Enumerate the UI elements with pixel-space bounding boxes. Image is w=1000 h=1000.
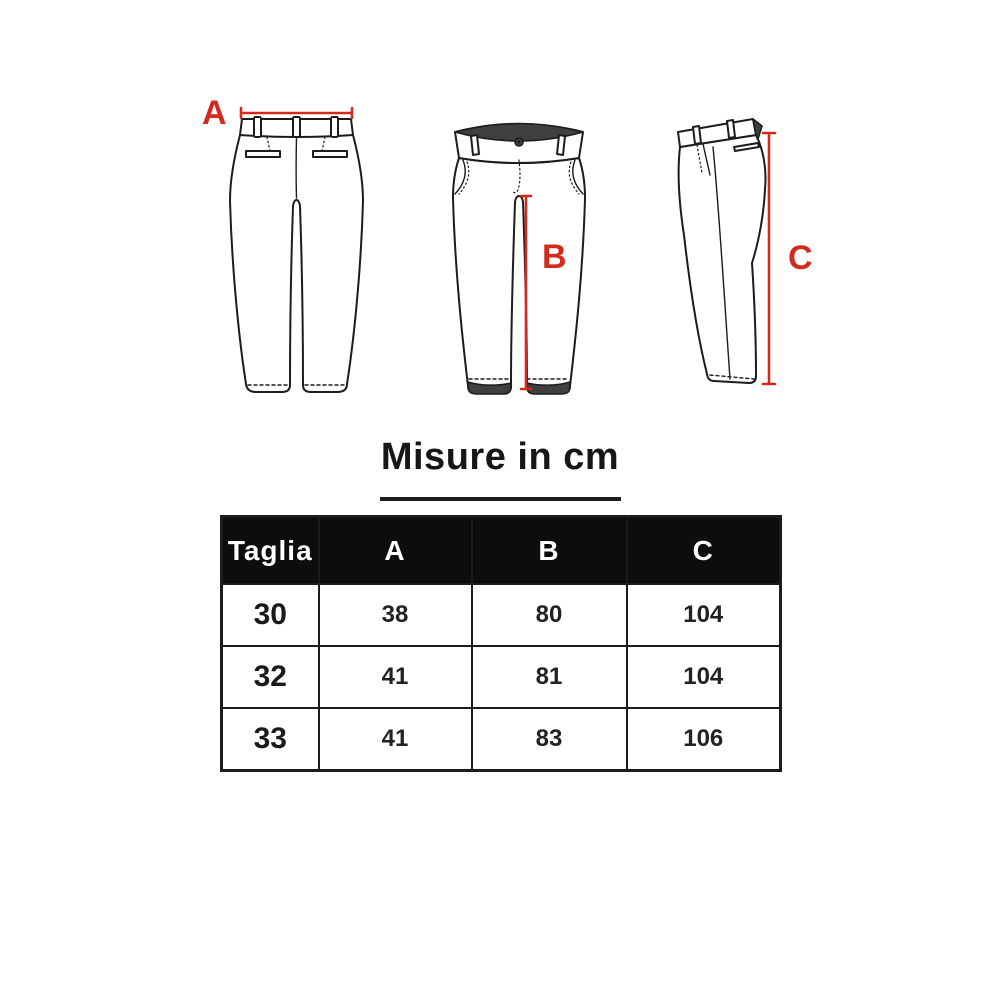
- size-table: [220, 515, 782, 772]
- measurement-label-c: C: [788, 239, 813, 277]
- pants-side-view-drawing: [664, 113, 804, 395]
- header-c: C: [627, 517, 781, 585]
- title-underline: [380, 497, 621, 501]
- cell-c: 104: [627, 646, 781, 708]
- cell-a: 41: [319, 646, 472, 708]
- table-row: [222, 708, 781, 771]
- header-a: A: [319, 517, 472, 585]
- pants-side-view: [664, 113, 804, 395]
- cell-size: 32: [222, 646, 319, 708]
- cell-b: 80: [472, 584, 627, 646]
- cell-b: 81: [472, 646, 627, 708]
- cell-b: 83: [472, 708, 627, 771]
- pants-back-view: [227, 106, 367, 398]
- cell-c: 106: [627, 708, 781, 771]
- cell-a: 41: [319, 708, 472, 771]
- cell-size: 30: [222, 584, 319, 646]
- pants-back-view-drawing: [227, 106, 367, 398]
- table-row: [222, 646, 781, 708]
- cell-a: 38: [319, 584, 472, 646]
- page-title: Misure in cm: [380, 436, 620, 478]
- size-table-header-row: [222, 517, 781, 585]
- pants-front-view-drawing: [451, 110, 587, 402]
- header-b: B: [472, 517, 627, 585]
- cell-size: 33: [222, 708, 319, 771]
- cell-c: 104: [627, 584, 781, 646]
- pants-front-view: [451, 110, 587, 402]
- header-taglia: Taglia: [222, 517, 319, 585]
- measurement-label-b: B: [542, 238, 567, 276]
- measurement-label-a: A: [202, 94, 227, 132]
- table-row: [222, 584, 781, 646]
